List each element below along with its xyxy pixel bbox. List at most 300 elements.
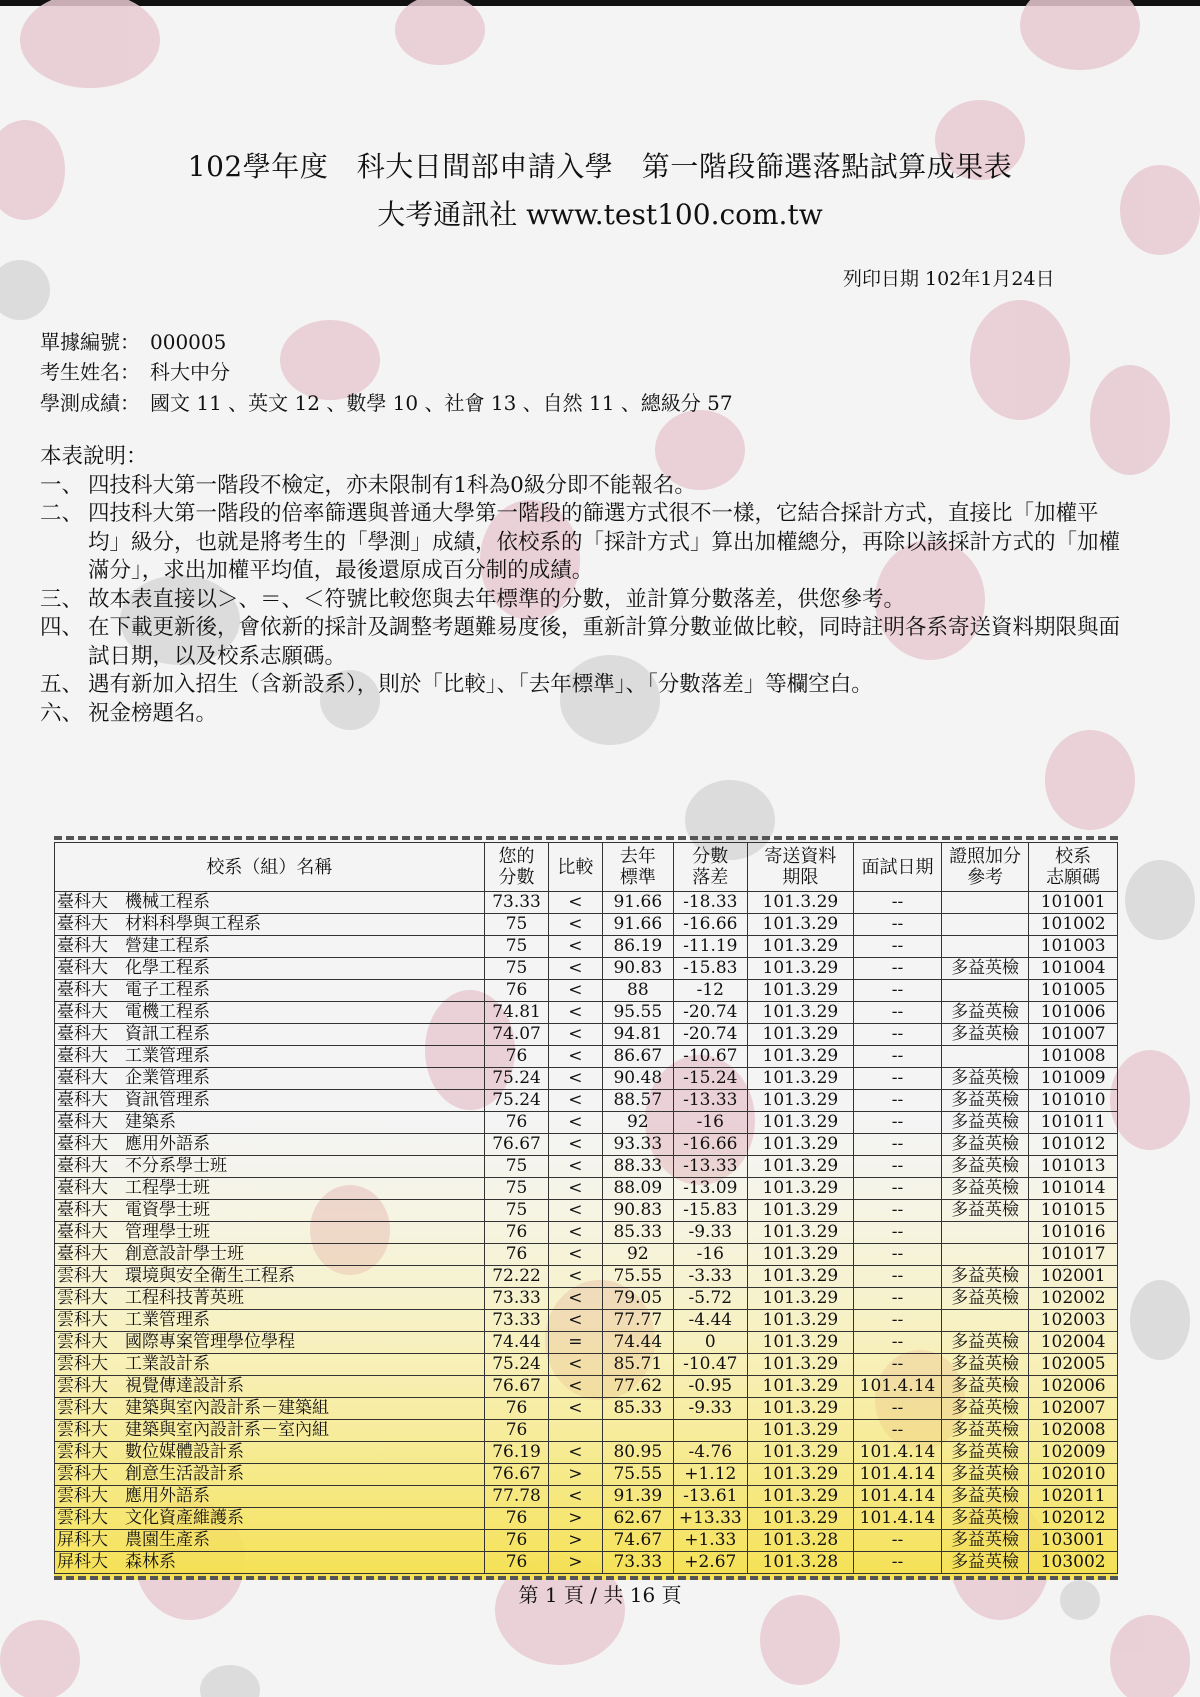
cell-code: 101017 xyxy=(1029,1244,1118,1266)
cell-certificate xyxy=(941,936,1029,958)
cell-interview: 101.4.14 xyxy=(854,1464,942,1486)
cell-last-year: 94.81 xyxy=(602,1024,673,1046)
cell-certificate xyxy=(941,980,1029,1002)
cell-gap xyxy=(674,1420,747,1442)
cell-gap: -16 xyxy=(674,1112,747,1134)
table-row xyxy=(55,1112,1118,1134)
table-row xyxy=(55,1222,1118,1244)
applicant-name-label: 考生姓名： xyxy=(40,360,140,384)
cell-compare: < xyxy=(549,1288,602,1310)
cell-department: 雲科大 工程科技菁英班 xyxy=(55,1288,485,1310)
note-text: 故本表直接以＞、＝、＜符號比較您與去年標準的分數，並計算分數落差，供您參考。 xyxy=(88,586,906,612)
cell-gap: -16.66 xyxy=(674,914,747,936)
cell-interview: -- xyxy=(854,1156,942,1178)
cell-your-score: 76 xyxy=(484,1222,548,1244)
cell-certificate: 多益英檢 xyxy=(941,1288,1029,1310)
cell-last-year: 88.57 xyxy=(602,1090,673,1112)
cell-last-year: 91.66 xyxy=(602,914,673,936)
cell-last-year: 93.33 xyxy=(602,1134,673,1156)
cell-gap: -10.47 xyxy=(674,1354,747,1376)
cell-last-year: 74.44 xyxy=(602,1332,673,1354)
cell-interview: -- xyxy=(854,1200,942,1222)
cell-gap: -10.67 xyxy=(674,1046,747,1068)
cell-department: 臺科大 電資學士班 xyxy=(55,1200,485,1222)
cell-certificate xyxy=(941,1244,1029,1266)
cell-certificate: 多益英檢 xyxy=(941,1530,1029,1552)
table-row xyxy=(55,1002,1118,1024)
cell-your-score: 74.07 xyxy=(484,1024,548,1046)
cell-interview: 101.4.14 xyxy=(854,1486,942,1508)
cell-compare xyxy=(549,1420,602,1442)
cell-your-score: 75 xyxy=(484,958,548,980)
table-row xyxy=(55,1508,1118,1530)
cell-your-score: 74.44 xyxy=(484,1332,548,1354)
cell-last-year: 75.55 xyxy=(602,1464,673,1486)
cell-last-year: 74.67 xyxy=(602,1530,673,1552)
cell-code: 101014 xyxy=(1029,1178,1118,1200)
cell-deadline: 101.3.29 xyxy=(747,1024,854,1046)
applicant-id-value: 000005 xyxy=(150,330,227,354)
cell-interview: -- xyxy=(854,1552,942,1574)
cell-code: 101009 xyxy=(1029,1068,1118,1090)
cell-gap: +1.33 xyxy=(674,1530,747,1552)
cell-code: 101007 xyxy=(1029,1024,1118,1046)
cell-your-score: 76 xyxy=(484,1398,548,1420)
cell-deadline: 101.3.29 xyxy=(747,1266,854,1288)
cell-code: 101011 xyxy=(1029,1112,1118,1134)
cell-compare: < xyxy=(549,1068,602,1090)
note-item xyxy=(40,671,1120,700)
table-row xyxy=(55,914,1118,936)
cell-last-year: 75.55 xyxy=(602,1266,673,1288)
cell-department: 臺科大 資訊管理系 xyxy=(55,1090,485,1112)
cell-gap: -15.83 xyxy=(674,958,747,980)
table-body xyxy=(55,892,1118,1574)
cell-department: 臺科大 化學工程系 xyxy=(55,958,485,980)
cell-code: 103002 xyxy=(1029,1552,1118,1574)
note-number: 四、 xyxy=(40,615,84,640)
note-number: 一、 xyxy=(40,472,84,498)
cell-gap: -16.66 xyxy=(674,1134,747,1156)
table-row xyxy=(55,1420,1118,1442)
cell-deadline: 101.3.29 xyxy=(747,914,854,936)
cell-code: 101010 xyxy=(1029,1090,1118,1112)
cell-last-year: 90.48 xyxy=(602,1068,673,1090)
cell-deadline: 101.3.29 xyxy=(747,1046,854,1068)
cell-department: 雲科大 環境與安全衛生工程系 xyxy=(55,1266,485,1288)
cell-certificate xyxy=(941,914,1029,936)
table-row xyxy=(55,1552,1118,1574)
cell-deadline: 101.3.29 xyxy=(747,1376,854,1398)
col-header-compare: 比較 xyxy=(549,843,602,892)
cell-gap: -18.33 xyxy=(674,892,747,914)
cell-certificate: 多益英檢 xyxy=(941,1090,1029,1112)
cell-compare: < xyxy=(549,914,602,936)
note-text: 四技科大第一階段不檢定，亦未限制有1科為0級分即不能報名。 xyxy=(88,472,696,498)
cell-department: 雲科大 建築與室內設計系－建築組 xyxy=(55,1398,485,1420)
cell-last-year: 77.62 xyxy=(602,1376,673,1398)
cell-interview: -- xyxy=(854,980,942,1002)
cell-certificate: 多益英檢 xyxy=(941,1112,1029,1134)
cell-code: 103001 xyxy=(1029,1530,1118,1552)
cell-last-year: 90.83 xyxy=(602,1200,673,1222)
cell-deadline: 101.3.29 xyxy=(747,1068,854,1090)
table-row xyxy=(55,1200,1118,1222)
table-row xyxy=(55,1530,1118,1552)
cell-deadline: 101.3.29 xyxy=(747,1486,854,1508)
cell-compare: < xyxy=(549,1266,602,1288)
cell-compare: < xyxy=(549,1376,602,1398)
cell-certificate xyxy=(941,1222,1029,1244)
table-row xyxy=(55,892,1118,914)
cell-department: 屏科大 農園生產系 xyxy=(55,1530,485,1552)
cell-code: 101015 xyxy=(1029,1200,1118,1222)
cell-compare: < xyxy=(549,1112,602,1134)
cell-certificate: 多益英檢 xyxy=(941,1068,1029,1090)
cell-compare: < xyxy=(549,1156,602,1178)
cell-department: 臺科大 工程學士班 xyxy=(55,1178,485,1200)
cell-code: 101012 xyxy=(1029,1134,1118,1156)
cell-last-year: 62.67 xyxy=(602,1508,673,1530)
cell-interview: -- xyxy=(854,914,942,936)
cell-department: 雲科大 視覺傳達設計系 xyxy=(55,1376,485,1398)
cell-interview: -- xyxy=(854,1420,942,1442)
cell-interview: -- xyxy=(854,1398,942,1420)
cell-department: 臺科大 營建工程系 xyxy=(55,936,485,958)
cell-interview: -- xyxy=(854,1090,942,1112)
cell-interview: -- xyxy=(854,1002,942,1024)
cell-deadline: 101.3.28 xyxy=(747,1530,854,1552)
cell-your-score: 76 xyxy=(484,1552,548,1574)
cell-gap: -15.24 xyxy=(674,1068,747,1090)
cell-your-score: 77.78 xyxy=(484,1486,548,1508)
report-title: 102學年度 科大日間部申請入學 第一階段篩選落點試算成果表 xyxy=(187,150,1013,183)
cell-certificate: 多益英檢 xyxy=(941,1508,1029,1530)
cell-your-score: 76 xyxy=(484,1420,548,1442)
table-row xyxy=(55,1310,1118,1332)
note-text: 在下載更新後，會依新的採計及調整考題難易度後，重新計算分數並做比較，同時註明各系寄送資料期限與面試日期，以及校系志願碼。 xyxy=(88,615,1121,669)
cell-your-score: 75.24 xyxy=(484,1068,548,1090)
cell-deadline: 101.3.29 xyxy=(747,1420,854,1442)
cell-last-year: 92 xyxy=(602,1244,673,1266)
cell-deadline: 101.3.29 xyxy=(747,1310,854,1332)
cell-code: 101013 xyxy=(1029,1156,1118,1178)
cell-compare: > xyxy=(549,1464,602,1486)
table-row xyxy=(55,1244,1118,1266)
cell-code: 102011 xyxy=(1029,1486,1118,1508)
table-row xyxy=(55,1046,1118,1068)
cell-compare: < xyxy=(549,1200,602,1222)
cell-interview: -- xyxy=(854,958,942,980)
cell-deadline: 101.3.29 xyxy=(747,1002,854,1024)
cell-code: 101003 xyxy=(1029,936,1118,958)
cell-interview: -- xyxy=(854,1068,942,1090)
cell-interview: -- xyxy=(854,936,942,958)
note-text: 四技科大第一階段的倍率篩選與普通大學第一階段的篩選方式很不一樣，它結合採計方式，直接比「加權平均」級分，也就是將考生的「學測」成績，依校系的「採計方式」算出加權總分，再除以該採計方式的「加權滿分」，求出加權平均值，最後還原成百分制的成績。 xyxy=(88,501,1121,583)
table-row xyxy=(55,1398,1118,1420)
cell-code: 101002 xyxy=(1029,914,1118,936)
cell-certificate: 多益英檢 xyxy=(941,1178,1029,1200)
cell-gap: -20.74 xyxy=(674,1024,747,1046)
cell-your-score: 73.33 xyxy=(484,1310,548,1332)
cell-interview: -- xyxy=(854,1134,942,1156)
cell-last-year: 85.33 xyxy=(602,1222,673,1244)
cell-department: 屏科大 森林系 xyxy=(55,1552,485,1574)
cell-department: 雲科大 數位媒體設計系 xyxy=(55,1442,485,1464)
cell-interview: -- xyxy=(854,892,942,914)
table-row xyxy=(55,980,1118,1002)
cell-deadline: 101.3.29 xyxy=(747,1112,854,1134)
cell-deadline: 101.3.29 xyxy=(747,1178,854,1200)
cell-compare: < xyxy=(549,1046,602,1068)
cell-interview: -- xyxy=(854,1178,942,1200)
cell-department: 臺科大 企業管理系 xyxy=(55,1068,485,1090)
cell-your-score: 76 xyxy=(484,1508,548,1530)
cell-code: 102002 xyxy=(1029,1288,1118,1310)
cell-code: 102003 xyxy=(1029,1310,1118,1332)
col-header-your-score: 您的 分數 xyxy=(484,843,548,892)
table-row xyxy=(55,1068,1118,1090)
cell-last-year: 91.66 xyxy=(602,892,673,914)
cell-compare: > xyxy=(549,1552,602,1574)
cell-deadline: 101.3.29 xyxy=(747,1288,854,1310)
cell-compare: < xyxy=(549,1244,602,1266)
cell-gap: -13.33 xyxy=(674,1156,747,1178)
cell-compare: > xyxy=(549,1530,602,1552)
cell-your-score: 76 xyxy=(484,1046,548,1068)
cell-certificate xyxy=(941,1046,1029,1068)
cell-gap: -5.72 xyxy=(674,1288,747,1310)
cell-department: 雲科大 工業管理系 xyxy=(55,1310,485,1332)
cell-your-score: 76 xyxy=(484,1244,548,1266)
cell-deadline: 101.3.29 xyxy=(747,1222,854,1244)
note-item xyxy=(40,614,1120,671)
applicant-id-label: 單據編號： xyxy=(40,330,140,354)
col-header-last-year: 去年 標準 xyxy=(602,843,673,892)
cell-certificate: 多益英檢 xyxy=(941,1332,1029,1354)
cell-certificate: 多益英檢 xyxy=(941,958,1029,980)
cell-your-score: 75.24 xyxy=(484,1090,548,1112)
cell-code: 102007 xyxy=(1029,1398,1118,1420)
table-row xyxy=(55,1486,1118,1508)
cell-deadline: 101.3.29 xyxy=(747,892,854,914)
cell-gap: -16 xyxy=(674,1244,747,1266)
cell-interview: -- xyxy=(854,1024,942,1046)
cell-compare: < xyxy=(549,1398,602,1420)
cell-deadline: 101.3.29 xyxy=(747,1134,854,1156)
cell-gap: +2.67 xyxy=(674,1552,747,1574)
applicant-score-value: 國文 11 、英文 12 、數學 10 、社會 13 、自然 11 、總級分 57 xyxy=(150,391,733,415)
cell-certificate: 多益英檢 xyxy=(941,1552,1029,1574)
cell-certificate: 多益英檢 xyxy=(941,1024,1029,1046)
cell-certificate: 多益英檢 xyxy=(941,1156,1029,1178)
notes-list xyxy=(40,472,1120,729)
note-number: 二、 xyxy=(40,501,84,526)
cell-gap: -15.83 xyxy=(674,1200,747,1222)
cell-deadline: 101.3.29 xyxy=(747,1354,854,1376)
table-row xyxy=(55,1464,1118,1486)
cell-code: 102012 xyxy=(1029,1508,1118,1530)
cell-compare: < xyxy=(549,1002,602,1024)
cell-last-year: 88.09 xyxy=(602,1178,673,1200)
cell-compare: < xyxy=(549,1486,602,1508)
cell-deadline: 101.3.29 xyxy=(747,1090,854,1112)
cell-certificate xyxy=(941,1310,1029,1332)
cell-department: 臺科大 電機工程系 xyxy=(55,1002,485,1024)
table-header-row xyxy=(55,843,1118,892)
cell-certificate: 多益英檢 xyxy=(941,1354,1029,1376)
cell-gap: -0.95 xyxy=(674,1376,747,1398)
cell-compare: > xyxy=(549,1508,602,1530)
cell-certificate: 多益英檢 xyxy=(941,1134,1029,1156)
col-header-department: 校系（組）名稱 xyxy=(55,843,485,892)
cell-interview: -- xyxy=(854,1112,942,1134)
cell-last-year: 91.39 xyxy=(602,1486,673,1508)
cell-code: 101004 xyxy=(1029,958,1118,980)
cell-certificate xyxy=(941,892,1029,914)
cell-deadline: 101.3.29 xyxy=(747,1508,854,1530)
cell-gap: +1.12 xyxy=(674,1464,747,1486)
cell-gap: -13.09 xyxy=(674,1178,747,1200)
cell-your-score: 76.67 xyxy=(484,1134,548,1156)
table-row xyxy=(55,1332,1118,1354)
cell-last-year: 77.77 xyxy=(602,1310,673,1332)
note-item xyxy=(40,586,1120,615)
cell-department: 臺科大 材料科學與工程系 xyxy=(55,914,485,936)
cell-deadline: 101.3.29 xyxy=(747,1464,854,1486)
cell-gap: -4.76 xyxy=(674,1442,747,1464)
table-row xyxy=(55,1156,1118,1178)
table-row xyxy=(55,1024,1118,1046)
cell-last-year: 86.19 xyxy=(602,936,673,958)
note-text: 遇有新加入招生（含新設系），則於「比較」、「去年標準」、「分數落差」等欄空白。 xyxy=(88,672,873,697)
cell-interview: -- xyxy=(854,1266,942,1288)
cell-department: 雲科大 國際專案管理學位學程 xyxy=(55,1332,485,1354)
cell-last-year: 92 xyxy=(602,1112,673,1134)
cell-department: 雲科大 創意生活設計系 xyxy=(55,1464,485,1486)
cell-your-score: 76 xyxy=(484,1530,548,1552)
cell-interview: -- xyxy=(854,1310,942,1332)
cell-certificate: 多益英檢 xyxy=(941,1376,1029,1398)
cell-department: 雲科大 應用外語系 xyxy=(55,1486,485,1508)
cell-last-year xyxy=(602,1420,673,1442)
cell-your-score: 75 xyxy=(484,1200,548,1222)
notes-heading: 本表說明： xyxy=(40,444,148,469)
cell-interview: -- xyxy=(854,1354,942,1376)
cell-department: 臺科大 工業管理系 xyxy=(55,1046,485,1068)
cell-code: 102010 xyxy=(1029,1464,1118,1486)
table-row xyxy=(55,1134,1118,1156)
cell-last-year: 95.55 xyxy=(602,1002,673,1024)
cell-gap: -12 xyxy=(674,980,747,1002)
cell-code: 102009 xyxy=(1029,1442,1118,1464)
cell-code: 102006 xyxy=(1029,1376,1118,1398)
cell-department: 雲科大 工業設計系 xyxy=(55,1354,485,1376)
cell-certificate: 多益英檢 xyxy=(941,1200,1029,1222)
applicant-name-value: 科大中分 xyxy=(150,360,230,384)
cell-last-year: 88 xyxy=(602,980,673,1002)
cell-your-score: 75 xyxy=(484,914,548,936)
cell-last-year: 90.83 xyxy=(602,958,673,980)
cell-department: 臺科大 創意設計學士班 xyxy=(55,1244,485,1266)
cell-compare: < xyxy=(549,1024,602,1046)
cell-department: 雲科大 文化資產維護系 xyxy=(55,1508,485,1530)
cell-code: 101008 xyxy=(1029,1046,1118,1068)
note-item xyxy=(40,472,1120,501)
table-row xyxy=(55,1266,1118,1288)
cell-interview: -- xyxy=(854,1530,942,1552)
cell-certificate: 多益英檢 xyxy=(941,1486,1029,1508)
note-item xyxy=(40,500,1120,586)
note-number: 三、 xyxy=(40,586,84,612)
cell-code: 101005 xyxy=(1029,980,1118,1002)
cell-interview: 101.4.14 xyxy=(854,1442,942,1464)
col-header-certificate: 證照加分 參考 xyxy=(941,843,1029,892)
cell-compare: < xyxy=(549,1442,602,1464)
cell-certificate: 多益英檢 xyxy=(941,1002,1029,1024)
cell-certificate: 多益英檢 xyxy=(941,1420,1029,1442)
cell-code: 102001 xyxy=(1029,1266,1118,1288)
cell-gap: +13.33 xyxy=(674,1508,747,1530)
cell-interview: 101.4.14 xyxy=(854,1508,942,1530)
cell-your-score: 75 xyxy=(484,1178,548,1200)
cell-department: 臺科大 建築系 xyxy=(55,1112,485,1134)
cell-code: 102004 xyxy=(1029,1332,1118,1354)
cell-gap: -9.33 xyxy=(674,1222,747,1244)
cell-department: 臺科大 不分系學士班 xyxy=(55,1156,485,1178)
cell-compare: < xyxy=(549,1134,602,1156)
col-header-interview: 面試日期 xyxy=(854,843,942,892)
cell-compare: < xyxy=(549,1090,602,1112)
cell-compare: < xyxy=(549,936,602,958)
cell-your-score: 73.33 xyxy=(484,1288,548,1310)
cell-compare: < xyxy=(549,1310,602,1332)
cell-deadline: 101.3.29 xyxy=(747,958,854,980)
cell-your-score: 75.24 xyxy=(484,1354,548,1376)
cell-compare: < xyxy=(549,1178,602,1200)
cell-certificate: 多益英檢 xyxy=(941,1398,1029,1420)
cell-gap: -13.33 xyxy=(674,1090,747,1112)
cell-certificate: 多益英檢 xyxy=(941,1464,1029,1486)
table-row xyxy=(55,1354,1118,1376)
cell-interview: -- xyxy=(854,1046,942,1068)
note-number: 六、 xyxy=(40,700,84,726)
cell-certificate: 多益英檢 xyxy=(941,1442,1029,1464)
cell-deadline: 101.3.29 xyxy=(747,936,854,958)
cell-gap: -11.19 xyxy=(674,936,747,958)
cell-gap: -3.33 xyxy=(674,1266,747,1288)
notes-section xyxy=(40,443,1120,728)
col-header-gap: 分數 落差 xyxy=(674,843,747,892)
results-table xyxy=(54,842,1118,1574)
cell-code: 101001 xyxy=(1029,892,1118,914)
table-row xyxy=(55,1178,1118,1200)
cell-last-year: 86.67 xyxy=(602,1046,673,1068)
cell-department: 臺科大 資訊工程系 xyxy=(55,1024,485,1046)
cell-interview: -- xyxy=(854,1332,942,1354)
table-row xyxy=(55,1442,1118,1464)
col-header-code: 校系 志願碼 xyxy=(1029,843,1118,892)
cell-code: 101006 xyxy=(1029,1002,1118,1024)
cell-code: 102008 xyxy=(1029,1420,1118,1442)
cell-deadline: 101.3.29 xyxy=(747,1442,854,1464)
cell-deadline: 101.3.29 xyxy=(747,1156,854,1178)
cell-your-score: 76 xyxy=(484,1112,548,1134)
cell-your-score: 75 xyxy=(484,936,548,958)
report-subtitle: 大考通訊社 www.test100.com.tw xyxy=(377,198,823,231)
cell-department: 臺科大 電子工程系 xyxy=(55,980,485,1002)
cell-gap: 0 xyxy=(674,1332,747,1354)
